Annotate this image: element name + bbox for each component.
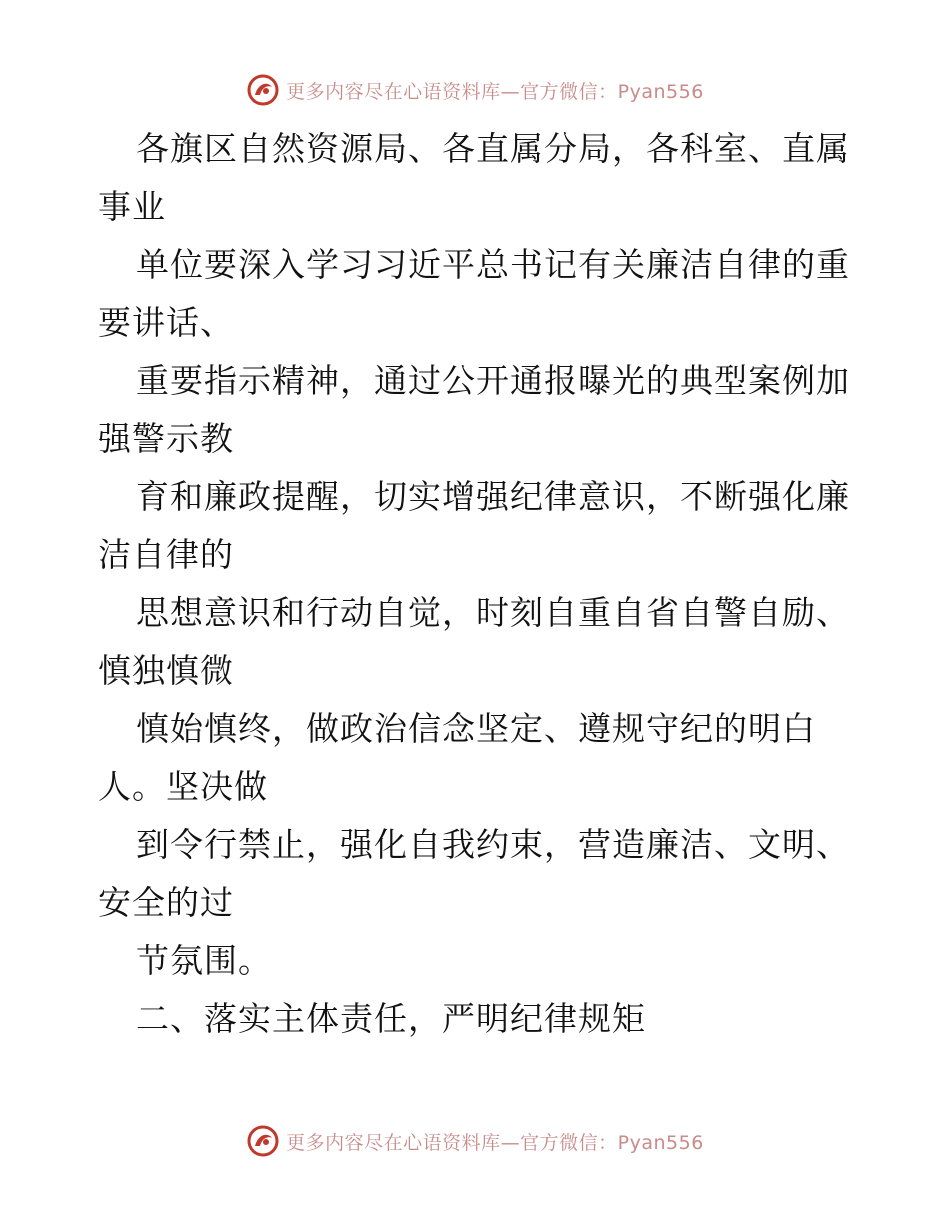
red-swirl-logo-icon — [246, 1124, 280, 1158]
text-line: 要讲话、 — [98, 303, 234, 342]
text-line: 洁自律的 — [98, 535, 234, 574]
text-line: 到令行禁止，强化自我约束，营造廉洁、文明、 — [136, 825, 850, 864]
text-line: 重要指示精神，通过公开通报曝光的典型案例加 — [136, 361, 850, 400]
text-line: 育和廉政提醒，切实增强纪律意识，不断强化廉 — [136, 477, 850, 516]
text-line: 二、落实主体责任，严明纪律规矩 — [136, 999, 646, 1038]
text-line: 事业 — [98, 187, 166, 226]
footer-banner — [0, 1121, 950, 1161]
document-body — [98, 120, 858, 1048]
text-line: 各旗区自然资源局、各直属分局，各科室、直属 — [136, 129, 850, 168]
text-line: 思想意识和行动自觉，时刻自重自省自警自励、 — [136, 593, 850, 632]
text-line: 慎独慎微 — [98, 651, 234, 690]
text-line: 节氛围。 — [136, 941, 272, 980]
footer-banner-text: 更多内容尽在心语资料库—官方微信：Pyan556 — [286, 1131, 704, 1154]
header-banner-text: 更多内容尽在心语资料库—官方微信：Pyan556 — [286, 80, 704, 103]
text-line: 安全的过 — [98, 883, 234, 922]
text-line: 单位要深入学习习近平总书记有关廉洁自律的重 — [136, 245, 850, 284]
text-line: 强警示教 — [98, 419, 234, 458]
header-banner — [0, 70, 950, 110]
red-swirl-logo-icon — [246, 73, 280, 107]
text-line: 慎始慎终，做政治信念坚定、遵规守纪的明白 — [136, 709, 816, 748]
text-line: 人。坚决做 — [98, 767, 268, 806]
